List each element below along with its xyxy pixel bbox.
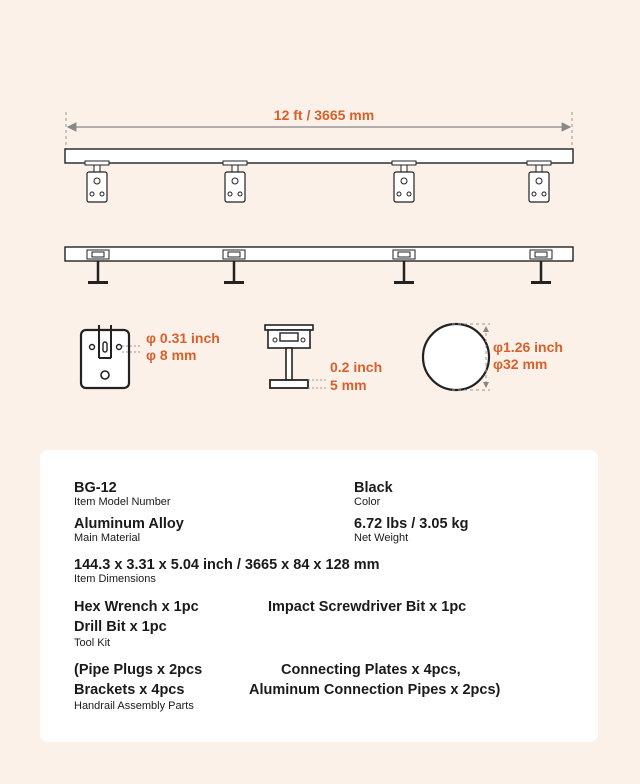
- dimensions-value: 144.3 x 3.31 x 5.04 inch / 3665 x 84 x 128 mm: [74, 557, 380, 573]
- parts-connection-pipes: Aluminum Connection Pipes x 2pcs): [249, 682, 501, 698]
- specifications-card: [40, 450, 598, 742]
- toolkit-item-hex-wrench: Hex Wrench x 1pc: [74, 599, 199, 615]
- rail-side-view: [65, 247, 573, 261]
- bracket-side-detail: [265, 325, 326, 388]
- toolkit-item-drill-bit: Drill Bit x 1pc: [74, 619, 167, 635]
- model-number-value: BG-12: [74, 480, 117, 496]
- parts-label: Handrail Assembly Parts: [74, 700, 194, 712]
- toolkit-label: Tool Kit: [74, 637, 111, 649]
- pipe-cross-section: [423, 324, 490, 390]
- model-number-label: Item Model Number: [74, 496, 171, 508]
- parts-pipe-plugs: (Pipe Plugs x 2pcs: [74, 662, 203, 678]
- pipe-diameter-inch: φ1.26 inch: [493, 339, 563, 355]
- toolkit-item-screwdriver-bit: Impact Screwdriver Bit x 1pc: [268, 599, 467, 615]
- length-label: 12 ft / 3665 mm: [273, 107, 375, 123]
- bracket-plate-detail: [81, 325, 140, 388]
- pipe-diameter-mm: φ32 mm: [493, 356, 548, 372]
- plate-thickness-mm: 5 mm: [330, 377, 367, 393]
- color-label: Color: [354, 496, 381, 508]
- color-value: Black: [354, 480, 393, 496]
- material-label: Main Material: [74, 532, 141, 544]
- top-view-brackets: [85, 161, 551, 202]
- net-weight-label: Net Weight: [354, 532, 409, 544]
- plate-thickness-inch: 0.2 inch: [330, 359, 383, 375]
- dimensions-label: Item Dimensions: [74, 573, 156, 585]
- hole-diameter-inch: φ 0.31 inch: [146, 330, 220, 346]
- parts-connecting-plates: Connecting Plates x 4pcs,: [281, 662, 461, 678]
- rail-top-view: [65, 149, 573, 163]
- hole-diameter-mm: φ 8 mm: [146, 347, 197, 363]
- parts-brackets: Brackets x 4pcs: [74, 682, 185, 698]
- material-value: Aluminum Alloy: [74, 516, 184, 532]
- net-weight-value: 6.72 lbs / 3.05 kg: [354, 516, 469, 532]
